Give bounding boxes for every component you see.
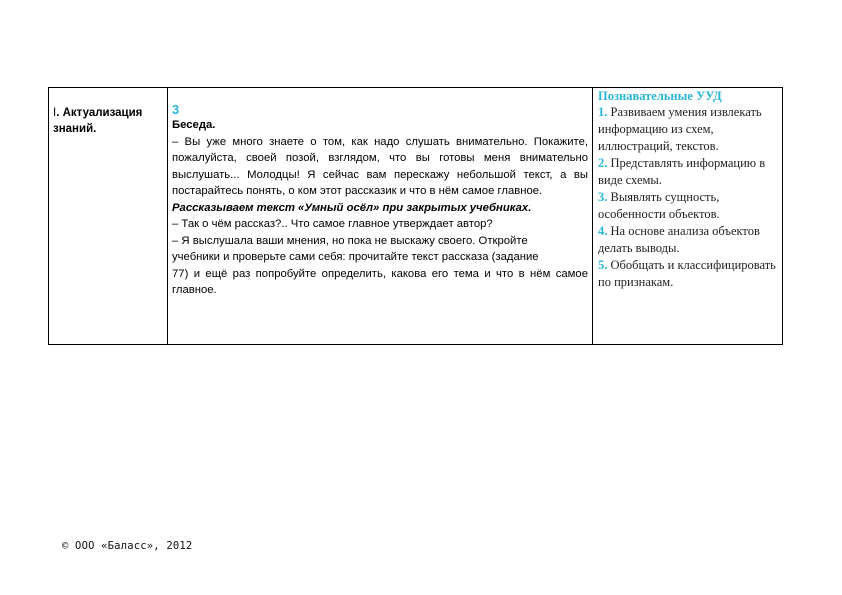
uud-item-text: На основе анализа объектов делать выводы. [598, 224, 760, 255]
copyright-footer: © ООО «Баласс», 2012 [62, 540, 193, 552]
uud-item [598, 189, 778, 223]
uud-cell [593, 88, 782, 344]
uud-item-number: 4. [598, 224, 608, 238]
stage-title-line2: знаний. [53, 123, 97, 135]
activity-paragraph-2-line2: учебники и проверьте сами себя: прочитайте текст рассказа (задание [172, 251, 539, 263]
activity-paragraph-2-rest: 77) и ещё раз попробуйте определить, какова его тема и что в нём самое главное. [172, 267, 588, 296]
uud-item-text: Развиваем умения извлекать информацию из схем, иллюстраций, текстов. [598, 105, 762, 153]
activity-paragraph-2-line1: – Я выслушала ваши мнения, но пока не выскажу своего. Откройте [172, 234, 528, 247]
activity-question: – Так о чём рассказ?.. Что самое главное утверждает автор? [172, 218, 493, 230]
step-number: 3 [172, 102, 180, 117]
stage-title-line1: . Актуализация [56, 107, 143, 119]
stage-cell [49, 88, 168, 344]
uud-item-number: 5. [598, 258, 608, 272]
activity-paragraph-1: – Вы уже много знаете о том, как надо слушать внимательно. Покажите, пожалуйста, своей позой, взглядом, что вы готовы меня внимательно выслушать... Молодцы! Я сейчас вам перескажу небольшой текст, а вы постарайтесь понять, о ком этот рассказик и что в нём самое главное. [172, 135, 588, 197]
activity-text [172, 117, 588, 299]
uud-item-text: Представлять информацию в виде схемы. [598, 156, 766, 187]
uud-list [598, 104, 778, 291]
uud-item-text: Обобщать и классифицировать по признакам. [598, 258, 776, 289]
uud-item [598, 155, 778, 189]
uud-item-number: 3. [598, 190, 608, 204]
stage-number: I [53, 107, 57, 119]
activity-instruction: Рассказываем текст «Умный осёл» при закрытых учебниках. [172, 201, 532, 214]
activity-heading: Беседа. [172, 119, 216, 131]
activity-cell [168, 88, 593, 344]
uud-item [598, 257, 778, 291]
stage-title [53, 105, 165, 137]
uud-item [598, 223, 778, 257]
uud-item-number: 2. [598, 156, 608, 170]
uud-item-number: 1. [598, 105, 608, 119]
uud-item-text: Выявлять сущность, особенности объектов. [598, 190, 720, 221]
uud-item [598, 104, 778, 155]
lesson-table [48, 87, 783, 345]
uud-title: Познавательные УУД [598, 89, 722, 103]
